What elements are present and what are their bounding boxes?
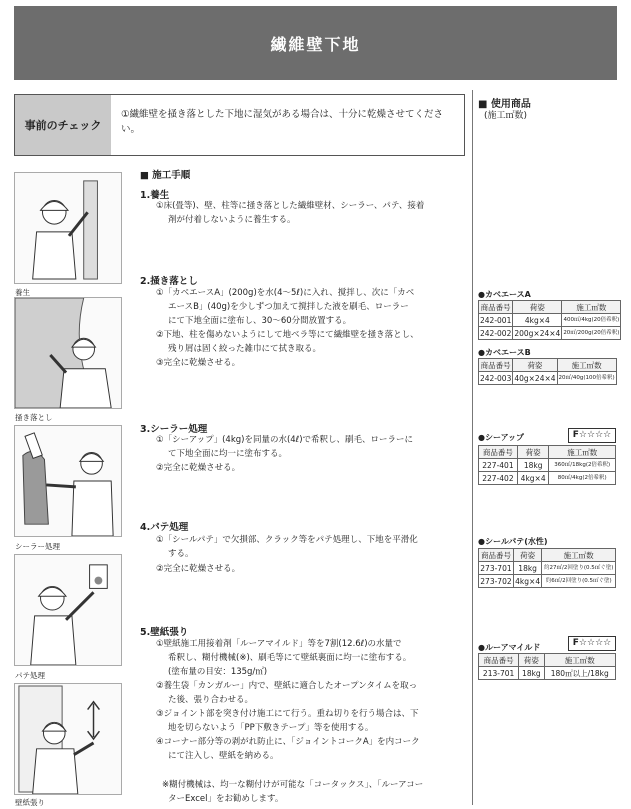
product-table-rua-mild: [478, 653, 616, 680]
precheck-text: ①繊維壁を掻き落とした下地に湿気がある場合は、十分に乾燥させてください。: [121, 109, 444, 135]
col-header: 施工㎡数: [549, 446, 616, 459]
step2-title: 2.掻き落とし: [140, 276, 198, 287]
title-banner: [14, 6, 617, 80]
col-header: 商品番号: [479, 301, 513, 314]
product-table-kabe-ace-a: [478, 300, 621, 340]
caption-sealer: シーラー処理: [15, 542, 60, 551]
table-row: 213-701 18kg 180㎡以上/18kg: [479, 667, 616, 680]
product-name: ●カベエースB: [478, 348, 531, 357]
product-table-kabe-ace-b: [478, 358, 617, 385]
col-header: 商品番号: [479, 359, 513, 372]
table-row: 273-702 4kg×4 約6㎡/2回塗り(0.5㎡ぐ塗): [479, 575, 616, 588]
caption-wallpaper: 壁紙張り: [15, 798, 45, 807]
sealer-illustration: [14, 425, 122, 537]
step5-line: ①壁紙施工用接着剤「ルーアマイルド」等を7割(12.6ℓ)の水量で: [156, 639, 402, 649]
col-header: 商品番号: [479, 654, 519, 667]
col-header: 商品番号: [479, 446, 518, 459]
putty-illustration: [14, 554, 122, 666]
col-header: 荷姿: [517, 446, 549, 459]
col-header: 施工㎡数: [544, 654, 615, 667]
product-name: ●ルーアマイルド: [478, 643, 541, 652]
machine-note: ターExcel」をお勧めします。: [168, 794, 284, 804]
table-row: 227-402 4kg×4 80㎡/4kg(2倍希釈): [479, 472, 616, 485]
page-title: 繊維壁下地: [270, 34, 361, 54]
scraping-illustration: [14, 297, 122, 409]
product-name: ●シーアップ: [478, 433, 525, 442]
table-row: 242-001 4kg×4 400㎡/4kg(20倍希釈): [480, 315, 620, 325]
step5-line: (塗布量の目安：135g/㎡): [168, 667, 268, 677]
step4-line: ②完全に乾燥させる。: [156, 564, 241, 574]
curing-illustration: [14, 172, 122, 284]
step2-line: ③完全に乾燥させる。: [156, 358, 241, 368]
step3-title: 3.シーラー処理: [140, 424, 208, 435]
machine-note: ※糊付機械は、均一な糊付けが可能な「コータックス」、「ルーアコー: [162, 780, 424, 790]
f-star-badge: F☆☆☆☆: [568, 636, 616, 651]
product-table-sea-up: [478, 445, 616, 485]
product-name: ●カベエースA: [478, 290, 531, 299]
col-header: 荷姿: [519, 654, 544, 667]
wallpaper-illustration: [14, 683, 122, 795]
f-star-badge: F☆☆☆☆: [568, 428, 616, 443]
step4-line: する。: [168, 549, 194, 559]
step1-line: ①床(畳等)、壁、柱等に掻き落とした繊維壁材、シーラー、パテ、接着: [156, 201, 425, 211]
step2-line: 残り屑は固く絞った雑巾にて拭き取る。: [168, 344, 322, 354]
col-header: 商品番号: [479, 549, 514, 562]
table-row: 242-002 200g×24×4 20㎡/200g(20倍希釈): [480, 328, 620, 338]
step1-line: 剤が付着しないように養生する。: [168, 215, 296, 225]
precheck-label: 事前のチェック: [15, 95, 111, 155]
step5-line: にて注入し、壁紙を納める。: [168, 751, 279, 761]
column-divider: [472, 90, 473, 805]
col-header: 荷姿: [513, 301, 562, 314]
step2-line: エースB」(40g)を少しずつ加えて撹拌した液を刷毛、ローラー: [168, 302, 409, 312]
col-header: 施工㎡数: [557, 359, 616, 372]
caption-scraping: 掻き落とし: [15, 413, 53, 422]
product-name: ●シールパテ(水性): [478, 537, 548, 546]
usage-subheading: (施工㎡数): [484, 111, 528, 121]
step5-line: ③ジョイント部を突き付け施工にて行う。重ね切りを行う場合は、下: [156, 709, 419, 719]
step4-line: ①「シールパテ」で欠損部、クラック等をパテ処理し、下地を平滑化: [156, 535, 418, 545]
table-row: 273-701 18kg 約27㎡/2回塗り(0.5㎡ぐ塗): [479, 562, 616, 575]
step1-title: 1.養生: [140, 190, 170, 201]
col-header: 施工㎡数: [562, 301, 621, 314]
product-table-seal-putty: [478, 548, 616, 588]
precheck-box: [14, 94, 465, 156]
step3-line: ①「シーアップ」(4kg)を同量の水(4ℓ)で希釈し、刷毛、ローラーに: [156, 435, 414, 445]
step3-line: て下地全面に均一に塗布する。: [168, 449, 288, 459]
caption-putty: パテ処理: [15, 671, 45, 680]
col-header: 荷姿: [513, 359, 557, 372]
step2-line: ①「カベエースA」(200g)を水(4～5ℓ)に入れ、撹拌し、次に「カベ: [156, 288, 415, 298]
step5-line: た後、張り合わせる。: [168, 695, 254, 705]
step2-line: にて下地全面に塗布し、30～60分間放置する。: [168, 316, 352, 326]
procedure-heading: ■ 施工手順: [140, 170, 191, 181]
step5-line: ②養生袋「カンガルー」内で、壁紙に適合したオープンタイムを取っ: [156, 681, 418, 691]
table-row: 242-003 40g×24×4 20㎡/40g(100倍希釈): [480, 373, 615, 383]
step5-line: 地を切らないよう「PP下敷きテープ」等を使用する。: [168, 723, 374, 733]
step3-line: ②完全に乾燥させる。: [156, 463, 241, 473]
step5-title: 5.壁紙張り: [140, 627, 189, 638]
col-header: 施工㎡数: [542, 549, 616, 562]
col-header: 荷姿: [513, 549, 541, 562]
caption-curing: 養生: [15, 288, 30, 297]
usage-heading: ■ 使用商品: [478, 99, 531, 110]
table-row: 227-401 18kg 360㎡/18kg(2倍希釈): [479, 459, 616, 472]
step5-line: ④コーナー部分等の剥がれ防止に、「ジョイントコークA」を内コーク: [156, 737, 420, 747]
step2-line: ②下地、柱を傷めないようにして地ベラ等にて繊維壁を掻き落とし、: [156, 330, 419, 340]
step5-line: 希釈し、糊付機械(※)、刷毛等にて壁紙裏面に均一に塗布する。: [168, 653, 412, 663]
step4-title: 4.パテ処理: [140, 522, 189, 533]
